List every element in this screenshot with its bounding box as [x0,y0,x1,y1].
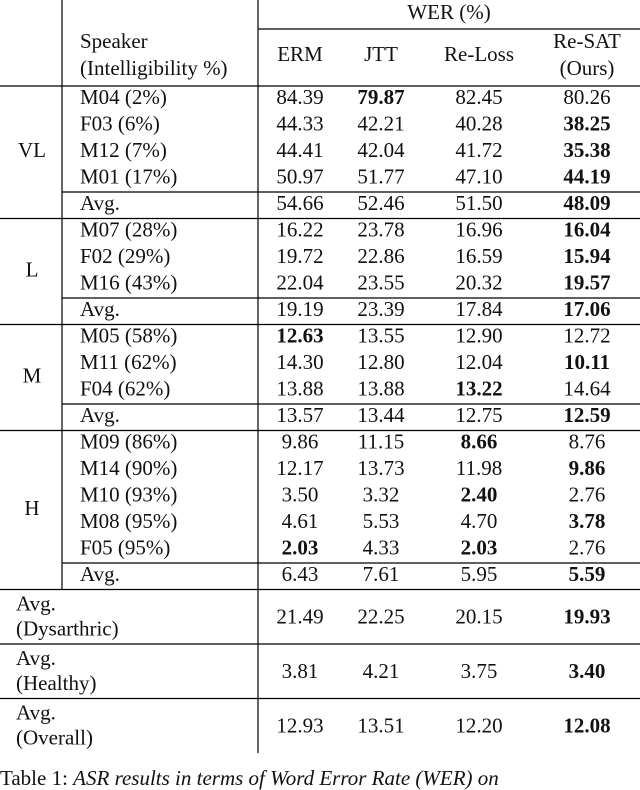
wer-cell: 23.55 [357,270,405,295]
wer-cell: 80.26 [563,85,611,110]
wer-cell: 2.03 [281,535,319,560]
wer-cell: 51.77 [357,164,405,189]
wer-cell: 12.04 [455,350,503,375]
summary-cell: 19.93 [563,604,611,629]
group-avg-cell: 19.19 [276,297,324,322]
wer-cell: 82.45 [455,85,503,110]
group-label: VL [18,138,46,163]
group-avg-cell: 6.43 [281,562,319,587]
group-avg-cell: 13.44 [357,403,405,428]
summary-sublabel: (Overall) [16,725,93,750]
wer-cell: 12.72 [563,323,611,348]
summary-cell: 21.49 [276,604,324,629]
speaker-cell: M11 (62%) [80,350,177,375]
group-avg-cell: 5.59 [568,562,606,587]
group-avg-label: Avg. [80,297,120,322]
wer-cell: 9.86 [281,429,319,454]
speaker-cell: M10 (93%) [80,482,178,507]
wer-cell: 14.30 [276,350,324,375]
caption-text: ASR results in terms of Word Error Rate (WER) on [73,766,499,790]
summary-cell: 3.75 [460,659,498,684]
wer-cell: 8.66 [460,429,498,454]
summary-cell: 22.25 [357,604,405,629]
group-avg-label: Avg. [80,562,120,587]
wer-cell: 42.21 [357,111,405,136]
speaker-cell: M04 (2%) [80,85,167,110]
speaker-cell: M12 (7%) [80,138,167,163]
speaker-cell: F05 (95%) [80,535,171,560]
intelligibility-header: (Intelligibility %) [80,55,228,80]
wer-cell: 40.28 [455,111,503,136]
wer-cell: 5.53 [362,509,400,534]
wer-cell: 3.78 [568,509,606,534]
summary-cell: 20.15 [455,604,503,629]
wer-cell: 12.90 [455,323,503,348]
speaker-cell: M16 (43%) [80,270,178,295]
wer-cell: 2.40 [460,482,498,507]
summary-sublabel: (Dysarthric) [16,616,119,641]
speaker-cell: M07 (28%) [80,217,178,242]
summary-label: Avg. [16,700,56,725]
group-avg-cell: 12.75 [455,403,503,428]
wer-cell: 2.76 [568,535,606,560]
wer-cell: 41.72 [455,138,503,163]
wer-cell: 16.22 [276,217,324,242]
wer-cell: 23.78 [357,217,405,242]
wer-header: WER (%) [407,0,491,24]
summary-label: Avg. [16,591,56,616]
wer-cell: 35.38 [563,138,611,163]
summary-cell: 12.93 [276,713,324,738]
wer-cell: 13.22 [455,376,503,401]
group-avg-cell: 5.95 [460,562,498,587]
wer-cell: 11.15 [357,429,405,454]
wer-cell: 20.32 [455,270,503,295]
speaker-cell: M14 (90%) [80,456,178,481]
column-subheader: (Ours) [559,55,615,80]
group-avg-cell: 51.50 [455,191,503,216]
wer-cell: 3.32 [362,482,400,507]
group-avg-cell: 13.57 [276,403,324,428]
wer-cell: 50.97 [276,164,324,189]
wer-cell: 38.25 [563,111,611,136]
wer-cell: 8.76 [568,429,606,454]
wer-cell: 44.41 [276,138,324,163]
wer-cell: 13.73 [357,456,405,481]
group-avg-cell: 12.59 [563,403,611,428]
summary-sublabel: (Healthy) [16,670,97,695]
wer-cell: 4.33 [362,535,400,560]
group-avg-cell: 54.66 [276,191,324,216]
group-avg-cell: 23.39 [357,297,405,322]
speaker-cell: F02 (29%) [80,244,171,269]
table-caption [0,766,640,790]
wer-cell: 15.94 [563,244,611,269]
wer-cell: 22.86 [357,244,405,269]
wer-cell: 12.17 [276,456,324,481]
wer-cell: 19.57 [563,270,611,295]
wer-cell: 42.04 [357,138,405,163]
column-header: ERM [277,41,323,66]
group-avg-label: Avg. [80,191,120,216]
wer-cell: 2.76 [568,482,606,507]
summary-cell: 12.20 [455,713,503,738]
wer-cell: 2.03 [460,535,498,560]
wer-cell: 47.10 [455,164,503,189]
summary-cell: 13.51 [357,713,405,738]
group-avg-cell: 52.46 [357,191,405,216]
summary-cell: 3.81 [281,659,319,684]
speaker-cell: M09 (86%) [80,429,178,454]
wer-cell: 12.63 [276,323,324,348]
group-avg-cell: 17.84 [455,297,503,322]
summary-cell: 3.40 [568,659,606,684]
wer-cell: 13.88 [276,376,324,401]
column-header: Re-Loss [444,41,514,66]
wer-cell: 79.87 [357,85,405,110]
group-avg-cell: 17.06 [563,297,611,322]
wer-cell: 44.33 [276,111,324,136]
wer-cell: 4.61 [281,509,319,534]
group-label: L [25,257,39,282]
summary-cell: 12.08 [563,713,611,738]
wer-cell: 3.50 [281,482,319,507]
wer-cell: 10.11 [563,350,611,375]
wer-cell: 16.04 [563,217,611,242]
speaker-header: Speaker [80,28,148,53]
wer-cell: 13.88 [357,376,405,401]
group-avg-cell: 48.09 [563,191,611,216]
wer-cell: 84.39 [276,85,324,110]
group-avg-label: Avg. [80,403,120,428]
speaker-cell: F03 (6%) [80,111,160,136]
wer-cell: 16.59 [455,244,503,269]
speaker-cell: M08 (95%) [80,509,178,534]
group-label: M [22,363,42,388]
wer-cell: 13.55 [357,323,405,348]
caption-prefix: Table 1: [0,766,74,790]
wer-cell: 9.86 [568,456,606,481]
wer-cell: 16.96 [455,217,503,242]
speaker-cell: F04 (62%) [80,376,171,401]
group-avg-cell: 7.61 [362,562,400,587]
column-header: Re-SAT [553,28,621,53]
wer-cell: 44.19 [563,164,611,189]
summary-label: Avg. [16,645,56,670]
summary-cell: 4.21 [362,659,400,684]
group-label: H [24,495,40,520]
speaker-cell: M01 (17%) [80,164,178,189]
wer-cell: 4.70 [460,509,498,534]
wer-cell: 12.80 [357,350,405,375]
wer-cell: 22.04 [276,270,324,295]
column-header: JTT [364,41,398,66]
wer-cell: 19.72 [276,244,324,269]
speaker-cell: M05 (58%) [80,323,178,348]
wer-cell: 11.98 [455,456,503,481]
wer-cell: 14.64 [563,376,611,401]
